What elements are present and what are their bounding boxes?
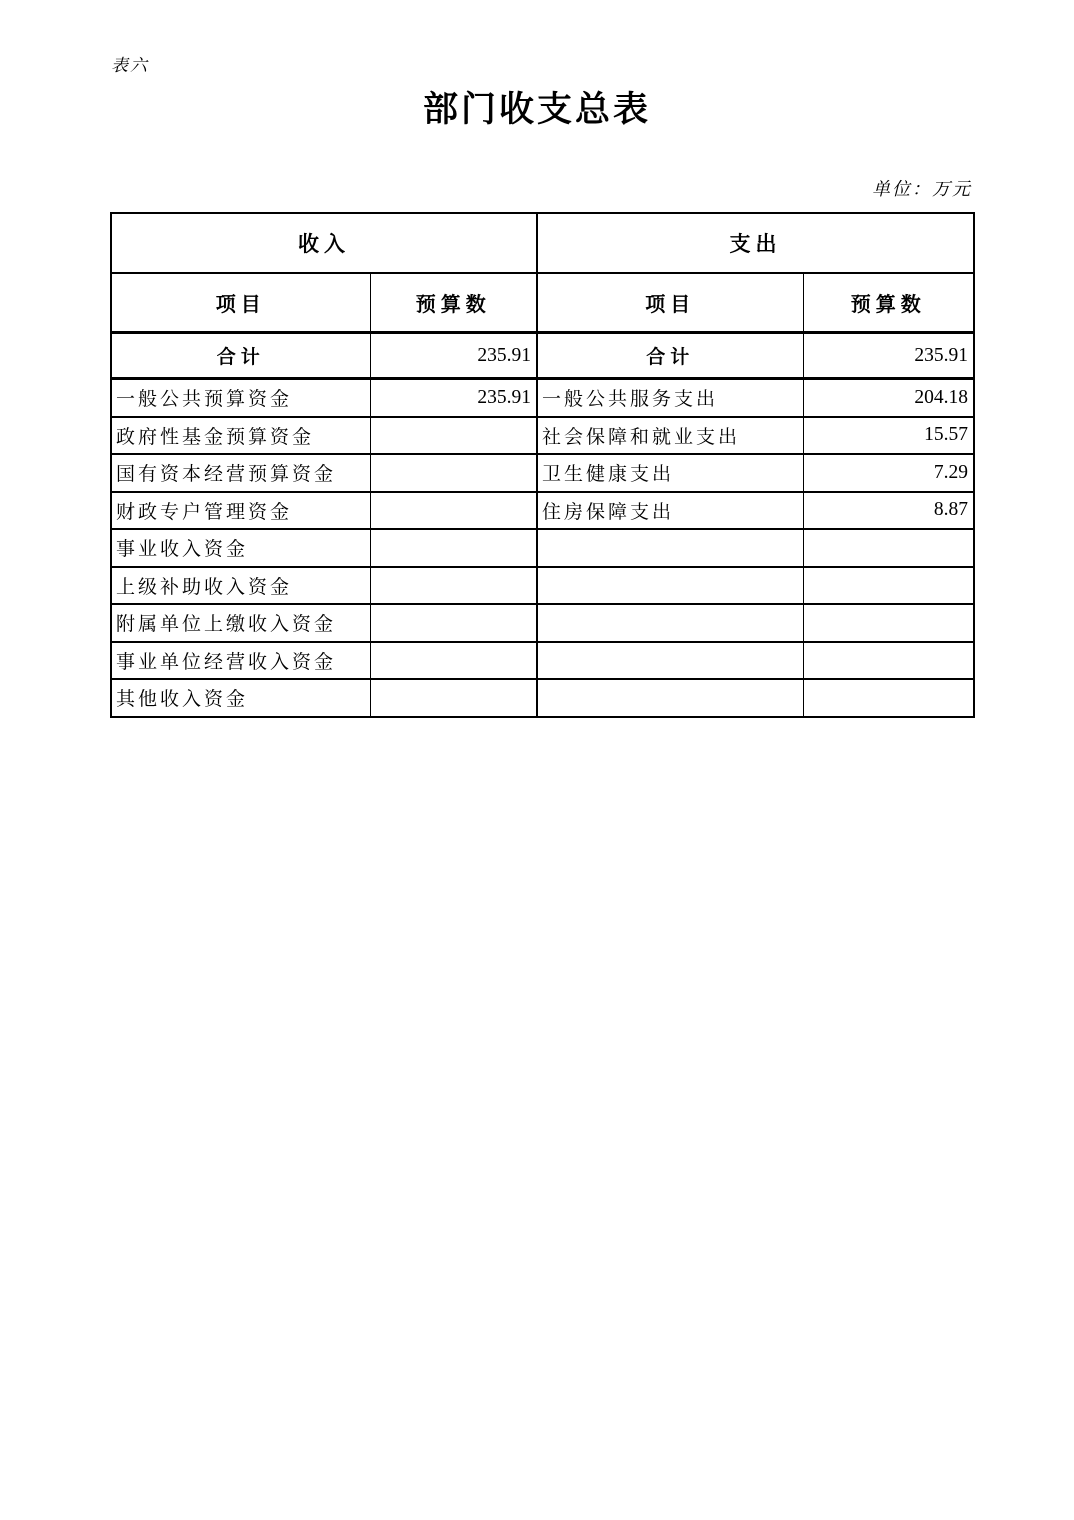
income-budget-cell (370, 604, 537, 642)
expense-budget-cell: 204.18 (803, 379, 974, 417)
income-item-column-header: 项目 (111, 273, 370, 333)
income-item-cell: 政府性基金预算资金 (111, 417, 370, 455)
income-budget-cell (370, 417, 537, 455)
table-row (111, 379, 974, 417)
expense-item-cell: 合计 (537, 333, 803, 379)
table-body (111, 333, 974, 717)
income-budget-cell: 235.91 (370, 379, 537, 417)
expense-item-cell (537, 567, 803, 605)
table-row (111, 567, 974, 605)
table-row (111, 679, 974, 717)
page-title: 部门收支总表 (422, 90, 651, 129)
expense-section-header: 支出 (537, 213, 974, 273)
expense-item-cell (537, 679, 803, 717)
expense-item-cell (537, 604, 803, 642)
income-item-cell: 一般公共预算资金 (111, 379, 370, 417)
expense-item-cell: 社会保障和就业支出 (537, 417, 803, 455)
income-budget-cell (370, 567, 537, 605)
expense-budget-cell: 7.29 (803, 454, 974, 492)
expense-budget-cell: 8.87 (803, 492, 974, 530)
budget-summary-table (110, 212, 975, 718)
section-header-row (111, 213, 974, 273)
income-budget-column-header: 预算数 (370, 273, 537, 333)
income-budget-cell (370, 679, 537, 717)
expense-budget-cell: 235.91 (803, 333, 974, 379)
table-row (111, 642, 974, 680)
table-row (111, 604, 974, 642)
income-section-header: 收入 (111, 213, 537, 273)
expense-budget-cell: 15.57 (803, 417, 974, 455)
income-item-cell: 上级补助收入资金 (111, 567, 370, 605)
income-budget-cell: 235.91 (370, 333, 537, 379)
income-item-cell: 财政专户管理资金 (111, 492, 370, 530)
expense-budget-cell (803, 642, 974, 680)
income-item-cell: 事业收入资金 (111, 529, 370, 567)
expense-budget-cell (803, 529, 974, 567)
unit-note: 单位：万元 (872, 179, 972, 199)
income-budget-cell (370, 492, 537, 530)
expense-budget-column-header: 预算数 (803, 273, 974, 333)
expense-item-cell (537, 529, 803, 567)
expense-item-cell: 一般公共服务支出 (537, 379, 803, 417)
column-header-row (111, 273, 974, 333)
table-row (111, 454, 974, 492)
expense-item-column-header: 项目 (537, 273, 803, 333)
income-item-cell: 事业单位经营收入资金 (111, 642, 370, 680)
income-item-cell: 国有资本经营预算资金 (111, 454, 370, 492)
income-item-cell: 附属单位上缴收入资金 (111, 604, 370, 642)
table-row (111, 529, 974, 567)
expense-item-cell (537, 642, 803, 680)
total-row (111, 333, 974, 379)
expense-item-cell: 住房保障支出 (537, 492, 803, 530)
income-budget-cell (370, 642, 537, 680)
expense-budget-cell (803, 567, 974, 605)
income-budget-cell (370, 454, 537, 492)
expense-budget-cell (803, 604, 974, 642)
table-number-label: 表六 (111, 56, 149, 75)
income-budget-cell (370, 529, 537, 567)
table-row (111, 417, 974, 455)
expense-item-cell: 卫生健康支出 (537, 454, 803, 492)
income-item-cell: 其他收入资金 (111, 679, 370, 717)
table-row (111, 492, 974, 530)
expense-budget-cell (803, 679, 974, 717)
income-item-cell: 合计 (111, 333, 370, 379)
